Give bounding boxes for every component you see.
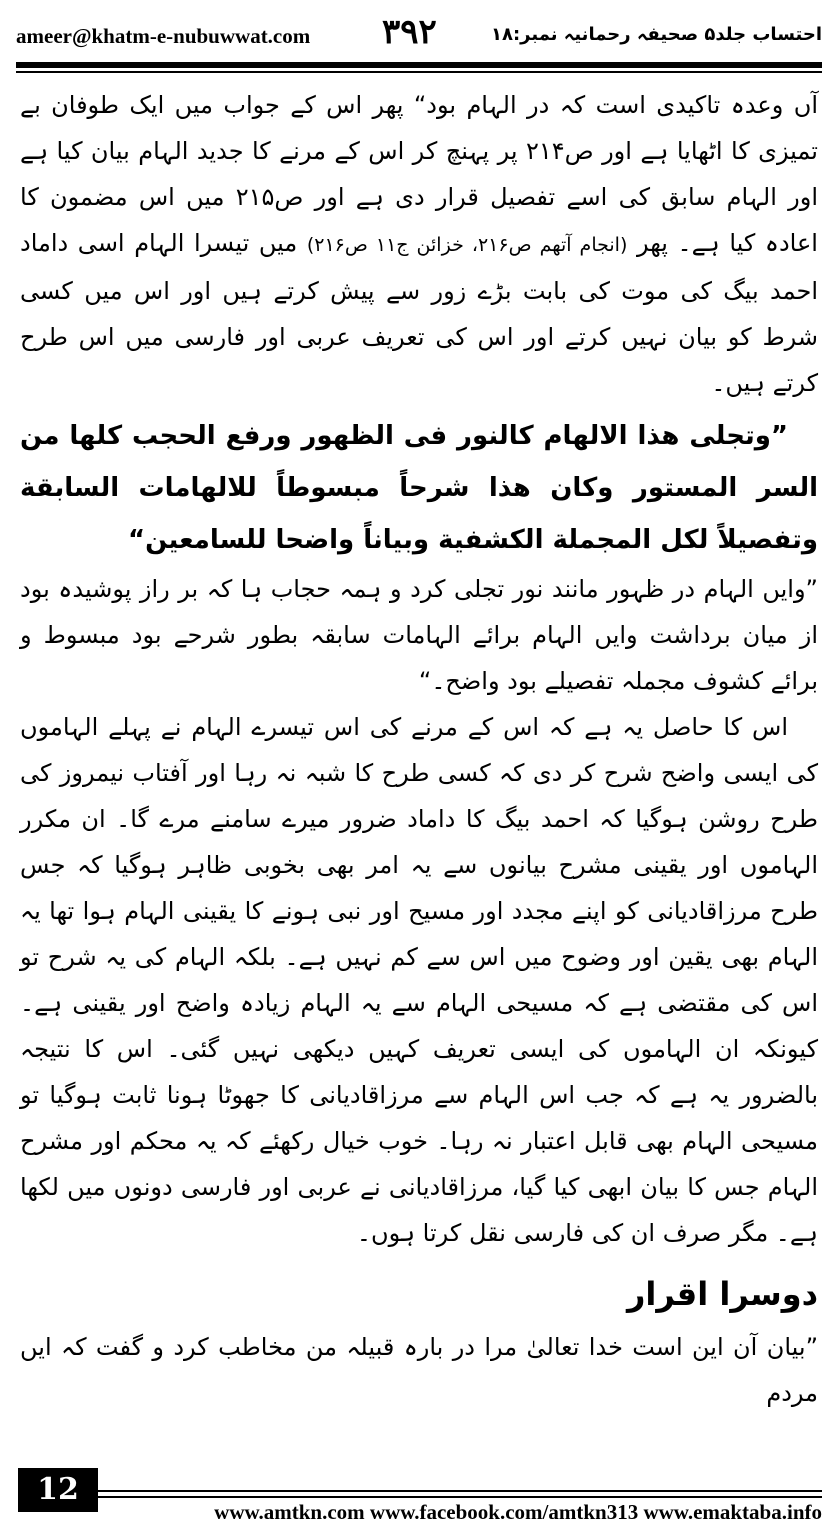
header-email: ameer@khatm-e-nubuwwat.com	[16, 24, 311, 48]
paragraph-intro	[20, 82, 818, 406]
header-rule-thick	[16, 62, 822, 68]
closing-quote: ”بیان آن این است خدا تعالیٰ مرا در بارہ قبیلہ من مخاطب کرد و گفت کہ ایں مردم	[20, 1333, 818, 1407]
footer-website-links: www.amtkn.com www.facebook.com/amtkn313 www.emaktaba.info	[214, 1500, 822, 1524]
paragraph-explanation: اس کا حاصل یہ ہے کہ اس کے مرنے کی اس تیسرے الہام نے پہلے الہاموں کی ایسی واضح شرح کر دی کہ کسی طرح کا شبہ نہ رہا اور آفتاب نیمروز کی طرح روشن ہوگیا کہ احمد بیگ کا داماد ضرور میرے سامنے مرے گا۔ ان مکرر الہاموں اور یقینی مشرح بیانوں سے یہ امر بھی بخوبی ظاہر ہوگیا کہ جس طرح مرزاقادیانی کو اپنے مجدد اور مسیح اور نبی ہونے کا یقینی الہام ہوا تھا یہ الہام بھی یقین اور وضوح میں اس سے کم نہیں ہے۔ بلکہ الہام کی یہ شرح تو اس کی مقتضی ہے کہ مسیحی الہام سے یہ الہام زیادہ واضح اور یقینی ہے۔ کیونکہ ان الہاموں کی ایسی تعریف کہیں دیکھی نہیں گئی۔ اس کا نتیجہ بالضرور یہ ہے کہ جب اس الہام سے مرزاقادیانی کا جھوٹا ہونا ثابت ہوگیا تو مسیحی الہام بھی قابل اعتبار نہ رہا۔ خوب خیال رکھئے کہ یہ محکم اور مشرح الہام جس کا بیان ابھی کیا گیا، مرزاقادیانی نے عربی اور فارسی دونوں میں لکھا ہے۔ مگر صرف ان کی فارسی نقل کرتا ہوں۔	[20, 713, 818, 1247]
page-footer	[0, 1462, 840, 1540]
header-page-number: ۳۹۲	[382, 12, 437, 52]
header-rule-thin	[16, 71, 822, 73]
footer-rule-top	[98, 1490, 822, 1492]
section-heading: دوسرا اقرار	[626, 1275, 818, 1313]
page-header	[16, 14, 822, 58]
paragraph-intro-continuation: میں تیسرا الہام اسی داماد احمد بیگ کی موت کی بابت بڑے زور سے پیش کرتے ہیں اور اس میں کسی شرط کو بیان نہیں کرتے اور اس کی تعریف عربی اور فارسی میں اس طرح کرتے ہیں۔	[20, 229, 818, 397]
persian-quote: ”وایں الہام در ظہور مانند نور تجلی کرد و ہمہ حجاب ہا کہ بر راز پوشیدہ بود از میان برداشت وایں الہام برائے الہامات سابقہ بطور شرحے بود مبسوط و برائے کشوف مجملہ تفصیلے بود واضح۔“	[20, 575, 818, 695]
footer-rule-bottom	[98, 1496, 822, 1498]
paragraph-intro-text: آں وعدہ تاکیدی است کہ در الہام بود“ پھر اس کے جواب میں ایک طوفان بے تمیزی کا اٹھایا ہے اور ص۲۱۴ پر پہنچ کر اس کے مرنے کا جدید الہام بیان کیا ہے اور الہام سابق کی اسے تفصیل قرار دی ہے اور ص۲۱۵ میں اس مضمون کا اعادہ کیا ہے۔ پھر	[20, 91, 818, 257]
footer-page-number: 12	[18, 1468, 98, 1512]
header-book-title: احتساب جلد۵ صحیفہ رحمانیہ نمبر:۱۸	[490, 24, 822, 45]
arabic-quote: ”وتجلی هذا الالهام کالنور فی الظهور ورفع الحجب کلها من السر المستور وکان هذا شرحاً مبسوطاً للالهامات السابقة وتفصیلاً لکل المجملة الکشفیة وبیاناً واضحا للسامعین“	[20, 421, 818, 555]
citation-reference: (انجام آتھم ص۲۱۶، خزائن ج۱۱ ص۲۱۶)	[306, 234, 628, 256]
page-body	[20, 82, 818, 1460]
